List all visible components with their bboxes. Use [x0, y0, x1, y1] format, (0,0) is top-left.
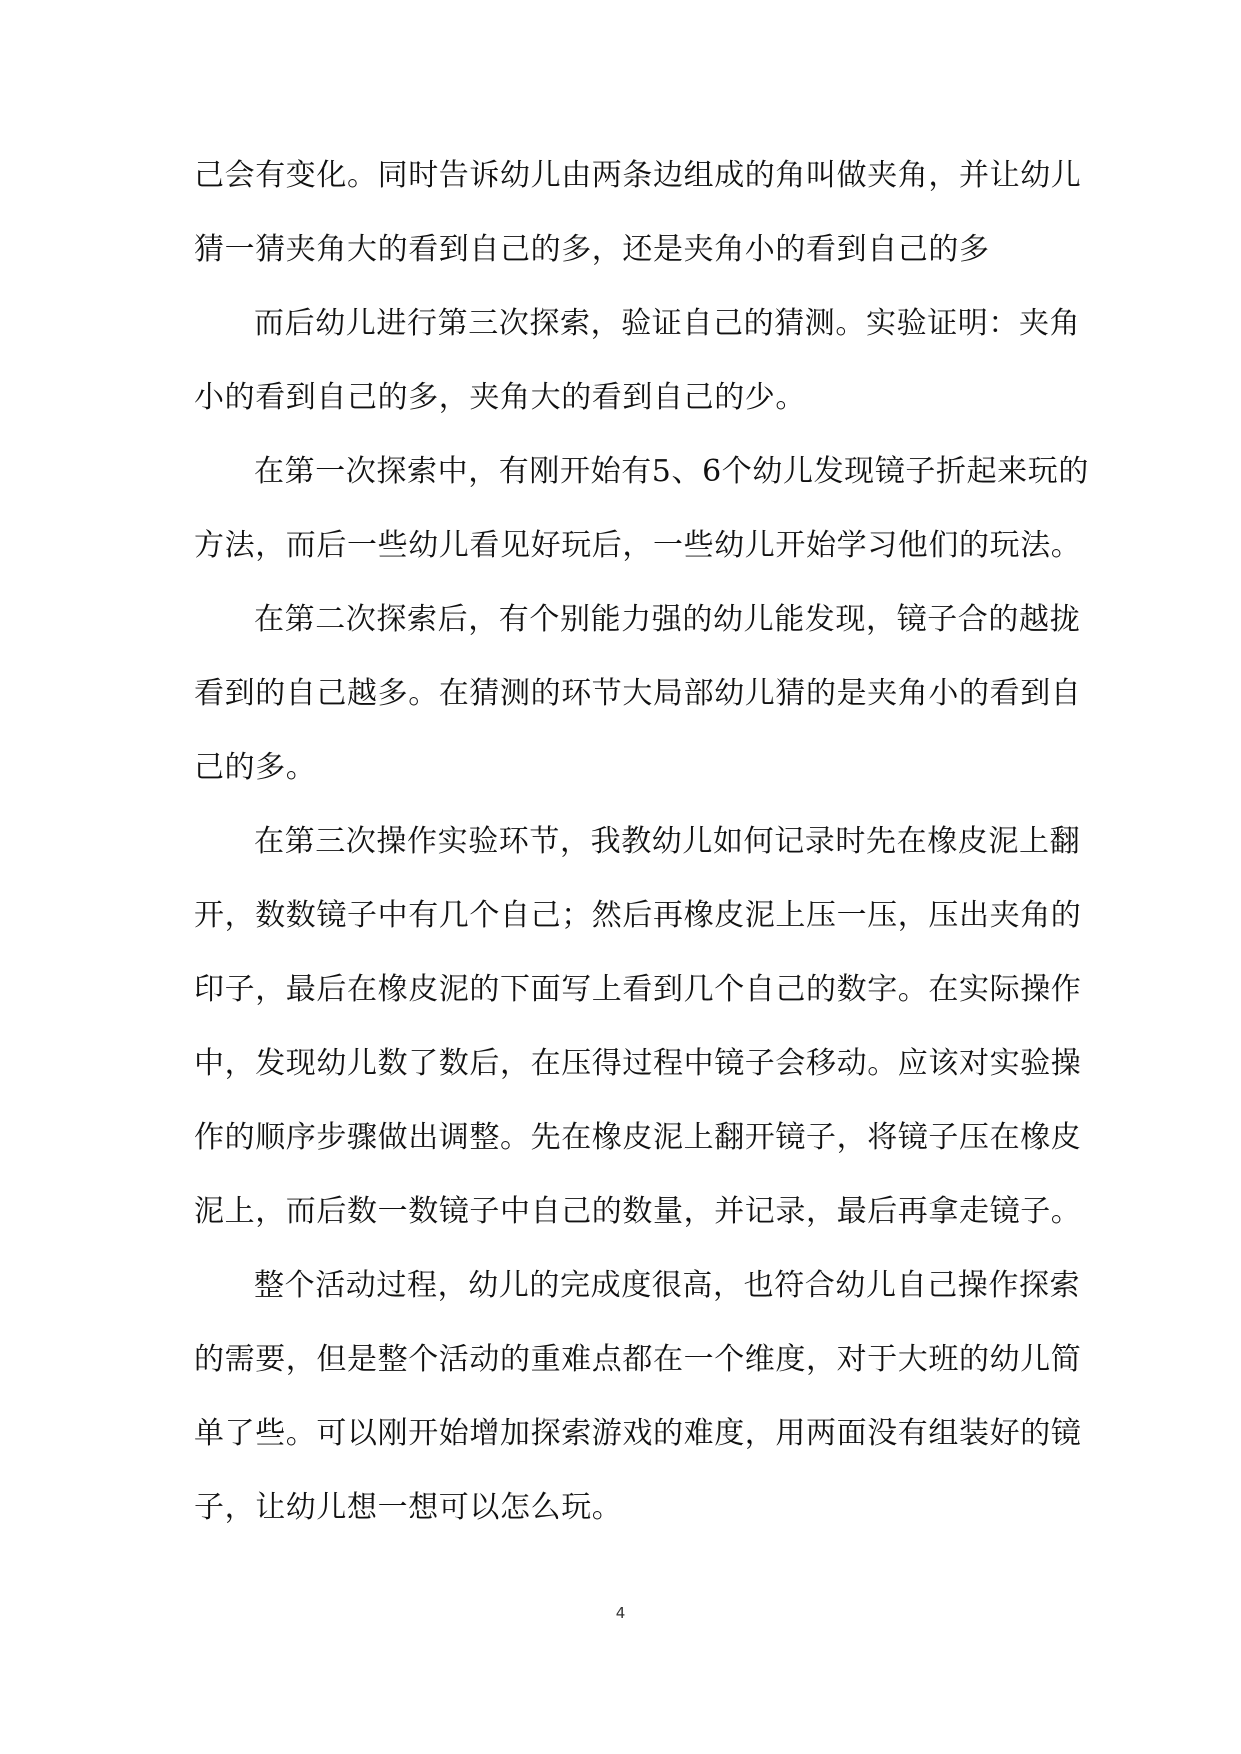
- paragraph-third-exploration: [194, 287, 1081, 435]
- text-line: 看到的自己越多。在猜测的环节大局部幼儿猜的是夹角小的看到自: [194, 676, 1082, 711]
- text-line: 单了些。可以刚开始增加探索游戏的难度，用两面没有组装好的镜: [194, 1416, 1082, 1451]
- paragraph-first-exploration: [194, 435, 1089, 583]
- text-line: 在第三次操作实验环节，我教幼儿如何记录时先在橡皮泥上翻: [254, 824, 1081, 859]
- text-line: 整个活动过程，幼儿的完成度很高，也符合幼儿自己操作探索: [254, 1268, 1081, 1303]
- paragraph-reflection: [194, 1249, 1082, 1545]
- paragraph-continuation: [194, 139, 1082, 287]
- text-line: 在第一次探索中，有刚开始有5、6个幼儿发现镜子折起来玩的: [254, 454, 1089, 489]
- paragraph-second-exploration: [194, 583, 1082, 805]
- paragraph-third-operation: [194, 805, 1082, 1249]
- text-line: 印子，最后在橡皮泥的下面写上看到几个自己的数字。在实际操作: [194, 972, 1082, 1007]
- text-line: 在第二次探索后，有个别能力强的幼儿能发现，镜子合的越拢: [254, 602, 1081, 637]
- text-line: 而后幼儿进行第三次探索，验证自己的猜测。实验证明：夹角: [254, 306, 1081, 341]
- text-line: 开，数数镜子中有几个自己；然后再橡皮泥上压一压，压出夹角的: [194, 898, 1082, 933]
- text-line: 猜一猜夹角大的看到自己的多，还是夹角小的看到自己的多: [194, 232, 990, 267]
- text-line: 己的多。: [194, 750, 317, 785]
- text-line: 中，发现幼儿数了数后，在压得过程中镜子会移动。应该对实验操: [194, 1046, 1082, 1081]
- text-line: 己会有变化。同时告诉幼儿由两条边组成的角叫做夹角，并让幼儿: [194, 158, 1082, 193]
- text-line: 作的顺序步骤做出调整。先在橡皮泥上翻开镜子，将镜子压在橡皮: [194, 1120, 1082, 1155]
- text-line: 泥上，而后数一数镜子中自己的数量，并记录，最后再拿走镜子。: [194, 1194, 1082, 1229]
- text-line: 小的看到自己的多，夹角大的看到自己的少。: [194, 380, 806, 415]
- page-number: 4: [615, 1604, 626, 1622]
- document-body: [194, 139, 1089, 1545]
- text-line: 方法，而后一些幼儿看见好玩后，一些幼儿开始学习他们的玩法。: [194, 528, 1082, 563]
- text-line: 的需要，但是整个活动的重难点都在一个维度，对于大班的幼儿简: [194, 1342, 1082, 1377]
- text-line: 子，让幼儿想一想可以怎么玩。: [194, 1490, 623, 1525]
